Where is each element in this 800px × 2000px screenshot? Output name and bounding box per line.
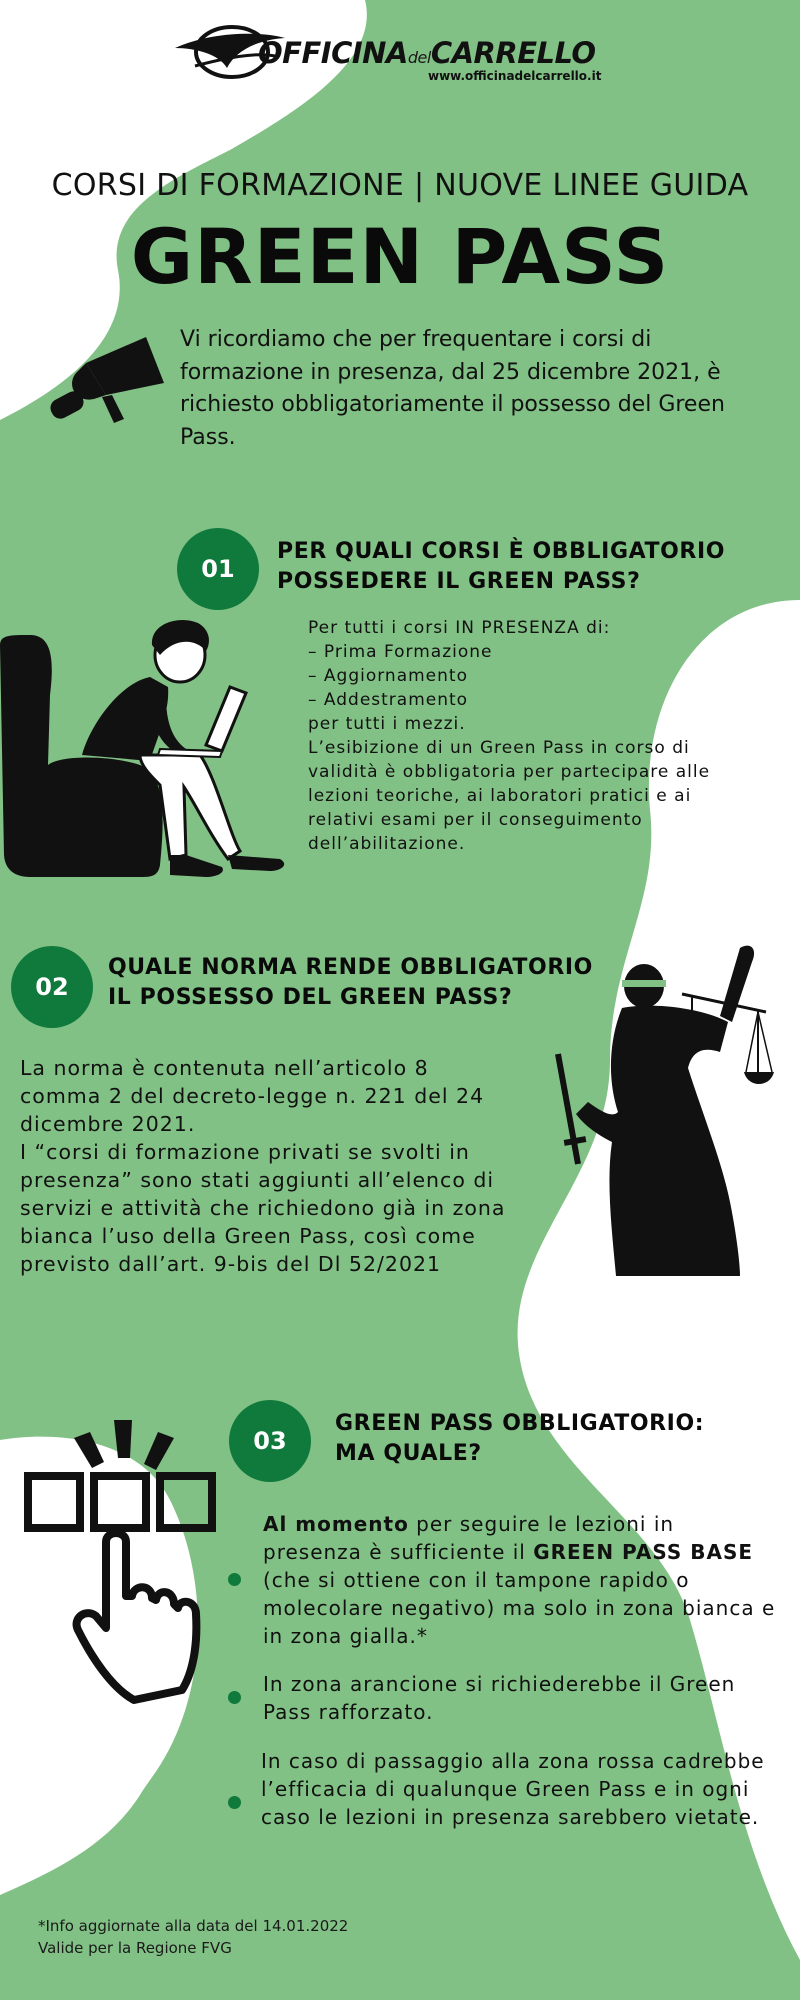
body-line: previsto dall’art. 9-bis del Dl 52/2021 bbox=[20, 1252, 442, 1276]
intro-text: Vi ricordiamo che per frequentare i corsi di formazione in presenza, dal 25 dicembre 2021, è richiesto obbligatoriamente il possesso del Green Pass. bbox=[180, 327, 725, 450]
section-body bbox=[308, 616, 778, 856]
body-line: per tutti i mezzi. bbox=[308, 714, 466, 734]
body-line: lezioni teoriche, ai laboratori pratici e ai bbox=[308, 786, 692, 806]
footer-note bbox=[38, 1915, 348, 1959]
body-line: validità è obbligatoria per partecipare alle bbox=[308, 762, 711, 782]
body-line: relativi esami per il conseguimento bbox=[308, 810, 643, 830]
bullet-dot-icon bbox=[228, 1691, 241, 1704]
section-title-line: POSSEDERE IL GREEN PASS? bbox=[277, 569, 641, 594]
logo-text: OFFICINAdelCARRELLO bbox=[258, 36, 596, 70]
section-number-badge: 02 bbox=[11, 946, 93, 1028]
website-url[interactable]: www.officinadelcarrello.it bbox=[428, 69, 602, 83]
section-title bbox=[335, 1409, 765, 1469]
body-line: comma 2 del decreto-legge n. 221 del 24 bbox=[20, 1084, 485, 1108]
section-body bbox=[20, 1054, 560, 1278]
footer-line: *Info aggiornate alla data del 14.01.2022 bbox=[38, 1917, 349, 1935]
section-number-badge: 01 bbox=[177, 528, 259, 610]
body-line: – Prima Formazione bbox=[308, 642, 493, 662]
section-number-badge: 03 bbox=[229, 1400, 311, 1482]
section-title-line: GREEN PASS OBBLIGATORIO: bbox=[335, 1411, 705, 1436]
body-line: L’esibizione di un Green Pass in corso di bbox=[308, 738, 690, 758]
page-title: GREEN PASS bbox=[130, 212, 670, 301]
bullet-text: In zona arancione si richiederebbe il Green Pass rafforzato. bbox=[263, 1672, 736, 1724]
body-line: presenza” sono stati aggiunti all’elenco di bbox=[20, 1168, 495, 1192]
body-line: dell’abilitazione. bbox=[308, 834, 466, 854]
page-subtitle: CORSI DI FORMAZIONE | NUOVE LINEE GUIDA bbox=[51, 168, 749, 203]
bullet-text: Al momento per seguire le lezioni in presenza è sufficiente il GREEN PASS BASE (che si ottiene con il tampone rapido o molecolare negativo) ma solo in zona bianca e in zona gialla.* bbox=[263, 1512, 776, 1648]
body-line: – Aggiornamento bbox=[308, 666, 468, 686]
person-laptop-illustration bbox=[0, 615, 300, 880]
bullet-dot-icon bbox=[228, 1796, 241, 1809]
body-line: Per tutti i corsi IN PRESENZA di: bbox=[308, 618, 611, 638]
megaphone-icon bbox=[46, 333, 166, 433]
section-title-line: PER QUALI CORSI È OBBLIGATORIO bbox=[277, 539, 726, 564]
hand-selecting-boxes-icon bbox=[22, 1418, 222, 1703]
footer-line: Valide per la Regione FVG bbox=[38, 1939, 232, 1957]
body-line: dicembre 2021. bbox=[20, 1112, 196, 1136]
section-title-line: QUALE NORMA RENDE OBBLIGATORIO bbox=[108, 955, 593, 980]
section-title bbox=[277, 537, 777, 597]
bullet-dot-icon bbox=[228, 1573, 241, 1586]
body-line: – Addestramento bbox=[308, 690, 469, 710]
bullet-text: In caso di passaggio alla zona rossa cadrebbe l’efficacia di qualunque Green Pass e in ogni caso le lezioni in presenza sarebbero vietate. bbox=[261, 1749, 765, 1829]
section-title-line: MA QUALE? bbox=[335, 1441, 482, 1466]
body-line: I “corsi di formazione privati se svolti in bbox=[20, 1140, 470, 1164]
body-line: servizi e attività che richiedono già in zona bbox=[20, 1196, 506, 1220]
body-line: La norma è contenuta nell’articolo 8 bbox=[20, 1056, 429, 1080]
justice-statue-illustration bbox=[552, 942, 784, 1282]
body-line: bianca l’uso della Green Pass, così come bbox=[20, 1224, 476, 1248]
section-title-line: IL POSSESSO DEL GREEN PASS? bbox=[108, 985, 513, 1010]
